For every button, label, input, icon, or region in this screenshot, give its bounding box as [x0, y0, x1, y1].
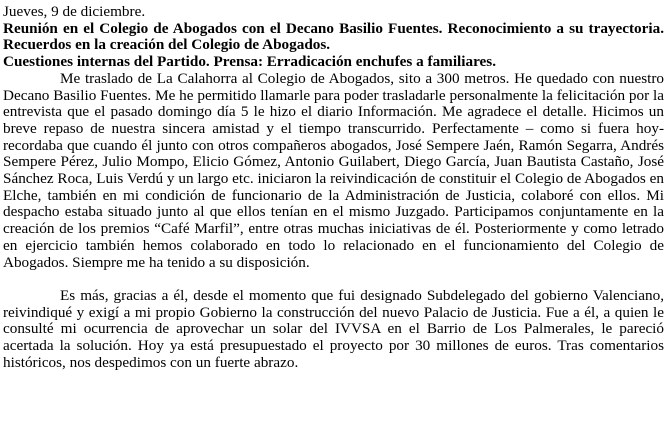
document-page	[3, 4, 664, 371]
body-paragraph: Me traslado de La Calahorra al Colegio de Abogados, sito a 300 metros. He quedado con nuestro Decano Basilio Fuentes. Me he permitido llamarle para poder trasladarle personalmente la felicitación por la entrevista que el pasado domingo día 5 le hizo el diario Información. Me agradece el detalle. Hicimos un breve repaso de nuestra sincera amistad y el tiempo transcurrido. Perfectamente – como si fuera hoy- recordaba que cuando él junto con otros compañeros abogados, José Sempere Jaén, Ramón Segarra, Andrés Sempere Pérez, Julio Mompo, Elicio Gómez, Antonio Guilabert, Diego García, Juan Bautista Castaño, José Sánchez Roca, Luis Verdú y un largo etc. iniciaron la reivindicación de constituir el Colegio de Abogados en Elche, también en mi condición de funcionario de la Administración de Justicia, colaboré con ellos. Mi despacho estaba situado junto al que ellos tenían en el mismo Juzgado. Participamos conjuntamente en la creación de los premios “Café Marfil”, entre otras muchas iniciativas de él. Posteriormente y como letrado en ejercicio también hemos colaborado en todo lo relacionado en el funcionamiento del Colegio de Abogados. Siempre me ha tenido a su disposición.	[3, 69, 664, 271]
document-date: Jueves, 9 de diciembre.	[3, 3, 146, 20]
headline-summary: Reunión en el Colegio de Abogados con el Decano Basilio Fuentes. Reconocimiento a su trayectoria. Recuerdos en la creación del Colegio de Abogados.	[3, 19, 664, 54]
headline-topics: Cuestiones internas del Partido. Prensa: Erradicación enchufes a familiares.	[3, 53, 496, 71]
body-paragraph: Es más, gracias a él, desde el momento que fui designado Subdelegado del gobierno Valenciano, reivindiqué y exigí a mi propio Gobierno la construcción del nuevo Palacio de Justicia. Fue a él, a quien le consulté mi ocurrencia de aprovechar un solar del IVVSA en el Barrio de Los Palmerales, le pareció acertada la solución. Hoy ya está presupuestado el proyecto por 30 millones de euros. Tras comentarios históricos, nos despedimos con un fuerte abrazo.	[3, 286, 664, 371]
paragraph-spacer	[3, 271, 664, 288]
